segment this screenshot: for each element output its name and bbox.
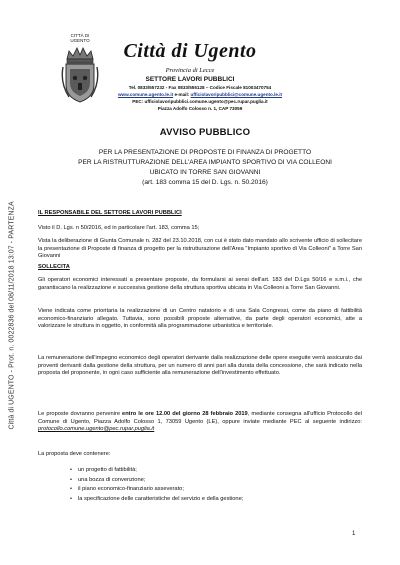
city-title: Città di Ugento: [123, 40, 257, 62]
operators-paragraph: Gli operatori economici interessati a presentare proposte, da formularsi ai sensi dell'art. 183 del D.Lgs 50/16 e s.m.i., che garantiscano la realizzazione e successiva gestione della struttura sportiva ubicata in Via Colleoni a Torre San Giovanni.: [38, 277, 362, 291]
deadline-details: , mediante consegna all'ufficio Protocollo del Comune di Ugento, Piazza Adolfo Colosso 1, 73059 Ugento (LE), oppure inviate mediante PEC al seguente indirizzo:: [38, 411, 362, 425]
contact-pec-line: PEC: ufficiolavoripubblici.comune.ugento@pec.rupar.puglia.it: [132, 99, 268, 104]
subject-line: PER LA RISTRUTTURAZIONE DELL'AREA IMPIANTO SPORTIVO DI VIA COLLEONI: [78, 159, 332, 166]
list-item: • il piano economico-finanziario asseverato;: [70, 485, 360, 495]
contents-list: [70, 466, 360, 504]
website-link[interactable]: www.comune.ugento.le.it: [117, 92, 174, 97]
vista-paragraph: Vista la deliberazione di Giunta Comunale n. 282 del 23.10.2018, con cui è stato dato mandato allo scrivente ufficio di sollecitare la presentazione di Proposte di finanza di progetto per la ristrutturazione dell'Area "Impianto sportivo di Via Colleoni" a Torre San Giovanni: [38, 238, 362, 260]
list-item: • una bozza di convenzione;: [70, 476, 360, 486]
list-item: • la specificazione delle caratteristiche del servizio e della gestione;: [70, 495, 360, 505]
province-name: Provincia di Lecce: [165, 67, 215, 74]
email-link[interactable]: ufficiolavoripubblici@comune.ugento.le.it: [190, 92, 283, 97]
remuneration-paragraph: La remunerazione dell'impegno economico degli operatori derivante dalla realizzazione delle opere eseguite verrà assicurato dai proventi derivanti dalla gestione della struttura, per un numero di anni pari alla durata della concessione, che sarà indicato nella proposta del proponente, in ogni caso sufficiente alla remunerazione dell'investimento effettuato.: [38, 355, 362, 377]
city-crest-icon: [61, 45, 99, 105]
contents-intro: La proposta deve contenere:: [38, 451, 111, 457]
contact-phone-line: Tel. 0833/557232 - Fax 0833/555128 – Codice Fiscale 81003470754: [128, 85, 272, 90]
priority-paragraph: Viene indicata come prioritaria la realizzazione di un Centro natatorio e di una Sala Congressi, come da piano di fattibilità economico-finanziario allegato. Tuttavia, sono possibili proposte alternative, da parte degli operatori economici, atte a valorizzare le struttura in oggetto, in conformità alla programmazione urbanistica e territoriale.: [38, 308, 362, 330]
deadline-paragraph: [38, 411, 362, 434]
contact-address-line: Piazza Adolfo Colosso n. 1, CAP 73059: [157, 106, 243, 111]
notice-title: AVVISO PUBBLICO: [159, 127, 251, 138]
protocol-stamp: Città di UGENTO - Prot. n. 0022836 del 08/11/2018 13:07 - PARTENZA: [8, 201, 16, 430]
subject-line: (art. 183 comma 15 del D. Lgs. n. 50.2016): [142, 179, 268, 186]
sector-name: SETTORE LAVORI PUBBLICI: [145, 76, 235, 83]
subject-line: PER LA PRESENTAZIONE DI PROPOSTE DI FINANZA DI PROGETTO: [98, 149, 312, 156]
subject-line: UBICATO IN TORRE SAN GIOVANNI: [149, 169, 261, 176]
responsible-heading: IL RESPONSABILE DEL SETTORE LAVORI PUBBLICI: [38, 210, 182, 216]
list-item: • un progetto di fattibilità;: [70, 466, 360, 476]
deadline-intro: Le proposte dovranno pervenire: [38, 411, 123, 417]
crest-label: CITTÀ DI UGENTO: [70, 33, 90, 43]
pec-address-link[interactable]: protocollo.comune.ugento@pec.rupar.puglia.it: [38, 426, 155, 433]
contact-web-line: [100, 92, 300, 98]
deadline-date: entro le ore 12.00 del giorno 28 febbraio 2019: [122, 411, 248, 417]
email-label: e-mail:: [174, 92, 190, 97]
sollecita-heading: SOLLECITA: [38, 264, 70, 270]
page-number: 1: [352, 531, 356, 537]
visto-paragraph: Visto il D. Lgs. n 50/2016, ed in particolare l'art. 183, comma 15;: [38, 225, 200, 231]
crest-block: [61, 33, 99, 110]
